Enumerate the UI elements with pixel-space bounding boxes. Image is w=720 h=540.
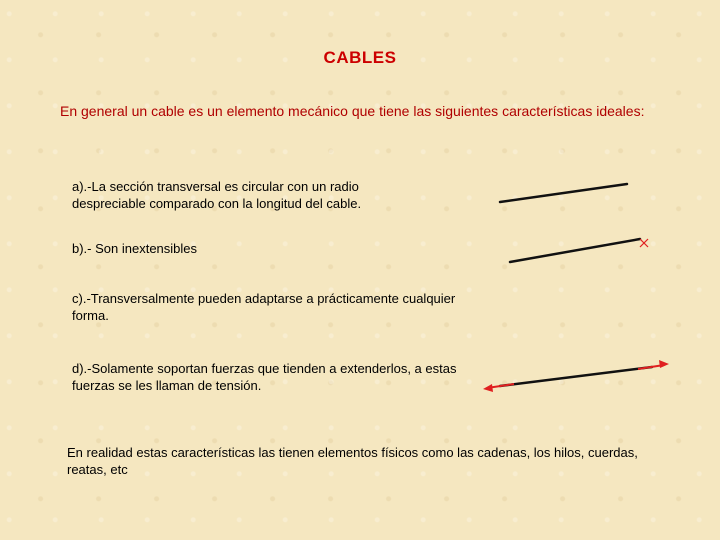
property-c-text: c).-Transversalmente pueden adaptarse a prácticamente cualquier forma.: [72, 291, 456, 323]
property-b-text: b).- Son inextensibles: [72, 241, 198, 256]
cable-line-d: [500, 367, 652, 386]
slide-title: CABLES: [323, 48, 397, 67]
property-d-text: d).-Solamente soportan fuerzas que tienden a extenderlos, a estas fuerzas se les llaman de tensión.: [72, 361, 457, 393]
cable-line-b: [510, 239, 640, 262]
closing-paragraph: En realidad estas características las tienen elementos físicos como las cadenas, los hilos, cuerdas, reatas, etc: [67, 445, 638, 477]
tension-arrow-left-icon: [483, 384, 514, 392]
cable-line-a: [500, 184, 627, 202]
property-a-text: a).-La sección transversal es circular con un radio despreciable comparado con la longitud del cable.: [72, 179, 362, 211]
tension-arrow-right-icon: [638, 360, 669, 369]
cross-mark-icon: [640, 239, 648, 247]
intro-paragraph: En general un cable es un elemento mecánico que tiene las siguientes características ideales:: [60, 103, 645, 119]
